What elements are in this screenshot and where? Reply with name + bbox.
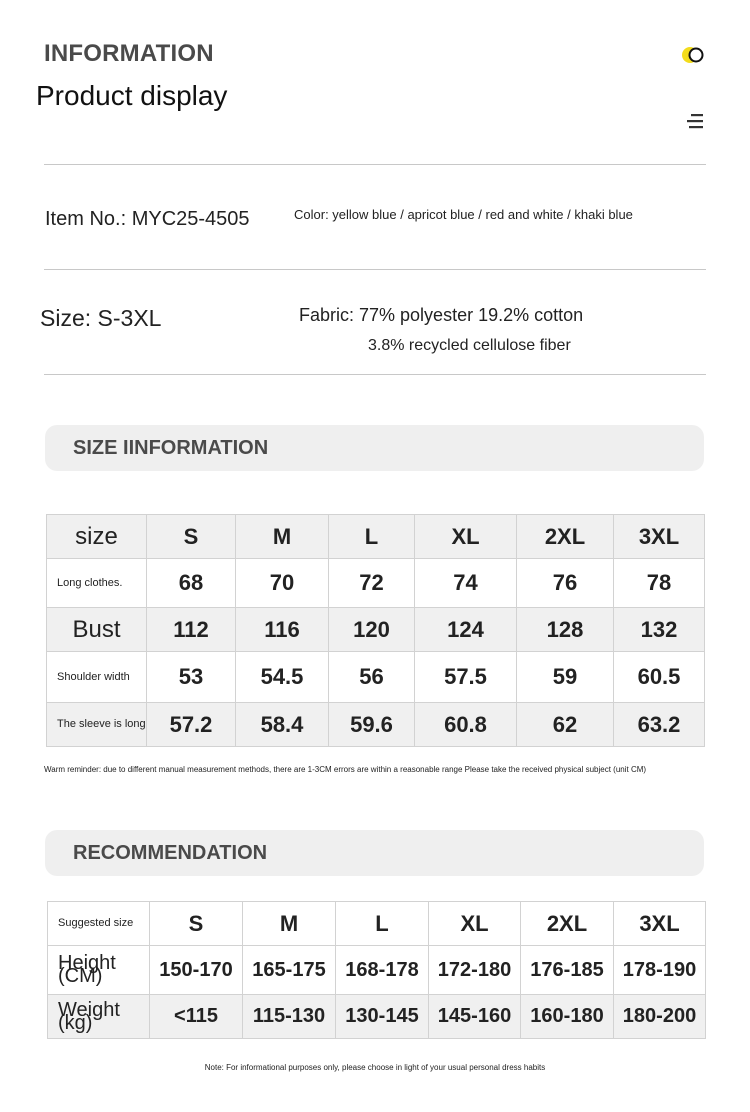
item-number: Item No.: MYC25-4505 — [45, 208, 250, 230]
table-cell: 112 — [147, 608, 236, 652]
toggle-icon[interactable] — [681, 46, 705, 64]
table-cell: 60.8 — [415, 703, 517, 747]
table-cell: 57.2 — [147, 703, 236, 747]
table-cell: 116 — [236, 608, 329, 652]
table-row — [47, 652, 705, 703]
table-cell: 60.5 — [614, 652, 705, 703]
size-range: Size: S-3XL — [40, 305, 162, 331]
table-row — [48, 946, 706, 995]
table-cell: <115 — [150, 995, 243, 1039]
table-cell: 178-190 — [614, 946, 706, 995]
recommendation-table — [47, 901, 706, 1039]
table-cell: 160-180 — [521, 995, 614, 1039]
column-header: L — [329, 515, 415, 559]
table-cell: 145-160 — [429, 995, 521, 1039]
disclaimer-note: Note: For informational purposes only, please choose in light of your usual personal dress habits — [204, 1063, 546, 1072]
row-label: Long clothes. — [47, 559, 147, 608]
column-header: M — [236, 515, 329, 559]
divider — [44, 269, 706, 270]
size-information-header — [45, 425, 704, 471]
table-cell: 76 — [517, 559, 614, 608]
column-header: XL — [415, 515, 517, 559]
column-header: L — [336, 902, 429, 946]
table-cell: 165-175 — [243, 946, 336, 995]
table-cell: 120 — [329, 608, 415, 652]
section-title: RECOMMENDATION — [73, 842, 268, 864]
color-options: Color: yellow blue / apricot blue / red and white / khaki blue — [294, 207, 633, 222]
row-label: The sleeve is long — [47, 703, 147, 747]
table-cell: 58.4 — [236, 703, 329, 747]
table-header-row — [47, 515, 705, 559]
table-cell: 62 — [517, 703, 614, 747]
table-cell: 63.2 — [614, 703, 705, 747]
column-header: 3XL — [614, 515, 705, 559]
section-title: SIZE IINFORMATION — [73, 437, 269, 459]
table-cell: 59 — [517, 652, 614, 703]
table-row — [47, 608, 705, 652]
row-label: Weight (kg) — [48, 995, 150, 1039]
divider — [44, 164, 706, 165]
information-heading: INFORMATION — [44, 40, 214, 67]
table-cell: 150-170 — [150, 946, 243, 995]
column-header: 3XL — [614, 902, 706, 946]
column-header: S — [147, 515, 236, 559]
fabric-line-1: Fabric: 77% polyester 19.2% cotton — [299, 305, 584, 325]
recommendation-header — [45, 830, 704, 876]
size-table — [46, 514, 705, 747]
table-header-row — [48, 902, 706, 946]
table-cell: 180-200 — [614, 995, 706, 1039]
table-row — [47, 559, 705, 608]
table-cell: 115-130 — [243, 995, 336, 1039]
table-cell: 57.5 — [415, 652, 517, 703]
table-cell: 78 — [614, 559, 705, 608]
table-row — [47, 703, 705, 747]
column-header: S — [150, 902, 243, 946]
column-header: Suggested size — [48, 902, 150, 946]
table-cell: 72 — [329, 559, 415, 608]
table-cell: 68 — [147, 559, 236, 608]
table-cell: 54.5 — [236, 652, 329, 703]
table-cell: 59.6 — [329, 703, 415, 747]
table-cell: 128 — [517, 608, 614, 652]
row-label: Height (CM) — [48, 946, 150, 995]
table-cell: 168-178 — [336, 946, 429, 995]
column-header: 2XL — [517, 515, 614, 559]
measurement-note: Warm reminder: due to different manual measurement methods, there are 1-3CM errors are within a reasonable range Please take the received physical subject (unit CM) — [44, 765, 647, 774]
table-cell: 70 — [236, 559, 329, 608]
row-label: Bust — [47, 608, 147, 652]
table-cell: 130-145 — [336, 995, 429, 1039]
menu-icon[interactable] — [685, 112, 705, 130]
table-cell: 124 — [415, 608, 517, 652]
table-cell: 172-180 — [429, 946, 521, 995]
column-header: 2XL — [521, 902, 614, 946]
row-label: Shoulder width — [47, 652, 147, 703]
fabric-line-2: 3.8% recycled cellulose fiber — [368, 337, 571, 354]
table-cell: 53 — [147, 652, 236, 703]
column-header: M — [243, 902, 336, 946]
table-cell: 56 — [329, 652, 415, 703]
table-row — [48, 995, 706, 1039]
table-cell: 176-185 — [521, 946, 614, 995]
column-header: XL — [429, 902, 521, 946]
product-display-title: Product display — [36, 80, 228, 111]
divider — [44, 374, 706, 375]
table-cell: 132 — [614, 608, 705, 652]
table-cell: 74 — [415, 559, 517, 608]
column-header: size — [47, 515, 147, 559]
